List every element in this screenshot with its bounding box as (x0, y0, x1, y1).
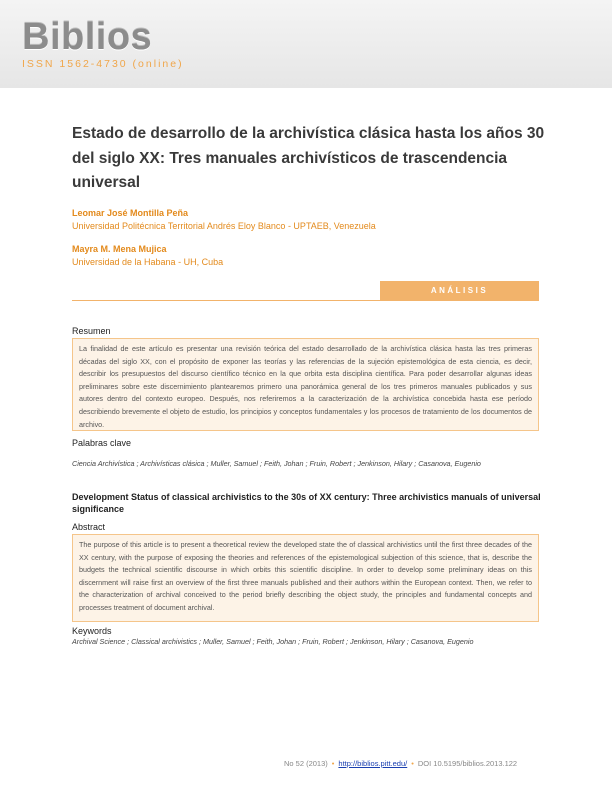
author-affiliation: Universidad Politécnica Territorial Andrés Eloy Blanco - UPTAEB, Venezuela (72, 221, 376, 231)
journal-issn: ISSN 1562-4730 (online) (22, 58, 184, 70)
footer-issue: No 52 (2013) (284, 759, 328, 768)
journal-header (0, 0, 612, 88)
abstract-box (72, 534, 539, 622)
author-block (72, 208, 376, 231)
footer-doi: DOI 10.5195/biblios.2013.122 (417, 759, 518, 768)
author-affiliation: Universidad de la Habana - UH, Cuba (72, 257, 224, 267)
resumen-box (72, 338, 539, 431)
journal-logo: Biblios (22, 16, 153, 58)
palabras-clave-heading: Palabras clave (72, 438, 132, 448)
author-name: Mayra M. Mena Mujica (72, 244, 167, 254)
keywords-heading: Keywords (72, 626, 112, 636)
footer-separator: • (411, 759, 414, 768)
resumen-heading: Resumen (72, 326, 111, 336)
page-footer (284, 759, 517, 768)
palabras-clave-text: Ciencia Archivística ; Archivísticas clásica ; Muller, Samuel ; Feith, Johan ; Fruin, Robert ; Jenkinson, Hilary ; Casanova, Eugenio (72, 459, 481, 468)
english-title: Development Status of classical archivistics to the 30s of XX century: Three archivistics manuals of universal significance (72, 492, 541, 514)
footer-url-link[interactable]: http://biblios.pitt.edu/ (338, 759, 408, 768)
footer-separator: • (331, 759, 335, 768)
article-title: Estado de desarrollo de la archivística clásica hasta los años 30 del siglo XX: Tres manuales archivísticos de trascendencia universal (72, 125, 545, 191)
section-label: ANÁLISIS (380, 281, 539, 300)
author-block (72, 244, 223, 267)
abstract-heading: Abstract (72, 522, 106, 532)
section-divider (72, 300, 539, 301)
abstract-text: The purpose of this article is to present a theoretical review the developed state the of classical archivistics until the first three decades of the XX century, with the purpose of exposing the theories and references of the epistemological subjection of this science, that is, describe the budgets the technical scientific discourse in which orbits this scientific discipline. In order to develop some preliminary ideas on this discernment will raise first an overview of the first three manuals published and their authors within the European context. Then, we refer to the characterization of archival conceived to the period briefly describing the object study, the principles and fundamental concepts and processes treatment of document archival. (79, 540, 532, 612)
keywords-text: Archival Science ; Classical archivistics ; Muller, Samuel ; Feith, Johan ; Fruin, Robert ; Jenkinson, Hilary ; Casanova, Eugenio (72, 637, 474, 646)
resumen-text: La finalidad de este artículo es presentar una revisión teórica del estado desarrollado de la archivística clásica hasta las tres primeras décadas del siglo XX, con el propósito de exponer las teorías y las referencias de la sujeción epistemológica de esta ciencia, es decir, describir los presupuestos del discurso científico técnico en la que orbita esta disciplina científica. Para poder desarrollar algunas ideas preliminares sobre este discernimiento plantearemos primero una panorámica general de los tres primeros manuales publicados y sus autores dentro del contexto europeo. Después, nos referiremos a la caracterización de la archivística concebida hasta ese período describiendo brevemente el objeto de estudio, los principios y conceptos fundamentales y los procesos de tratamiento de los documentos de archivo. (79, 344, 532, 429)
author-name: Leomar José Montilla Peña (72, 208, 189, 218)
